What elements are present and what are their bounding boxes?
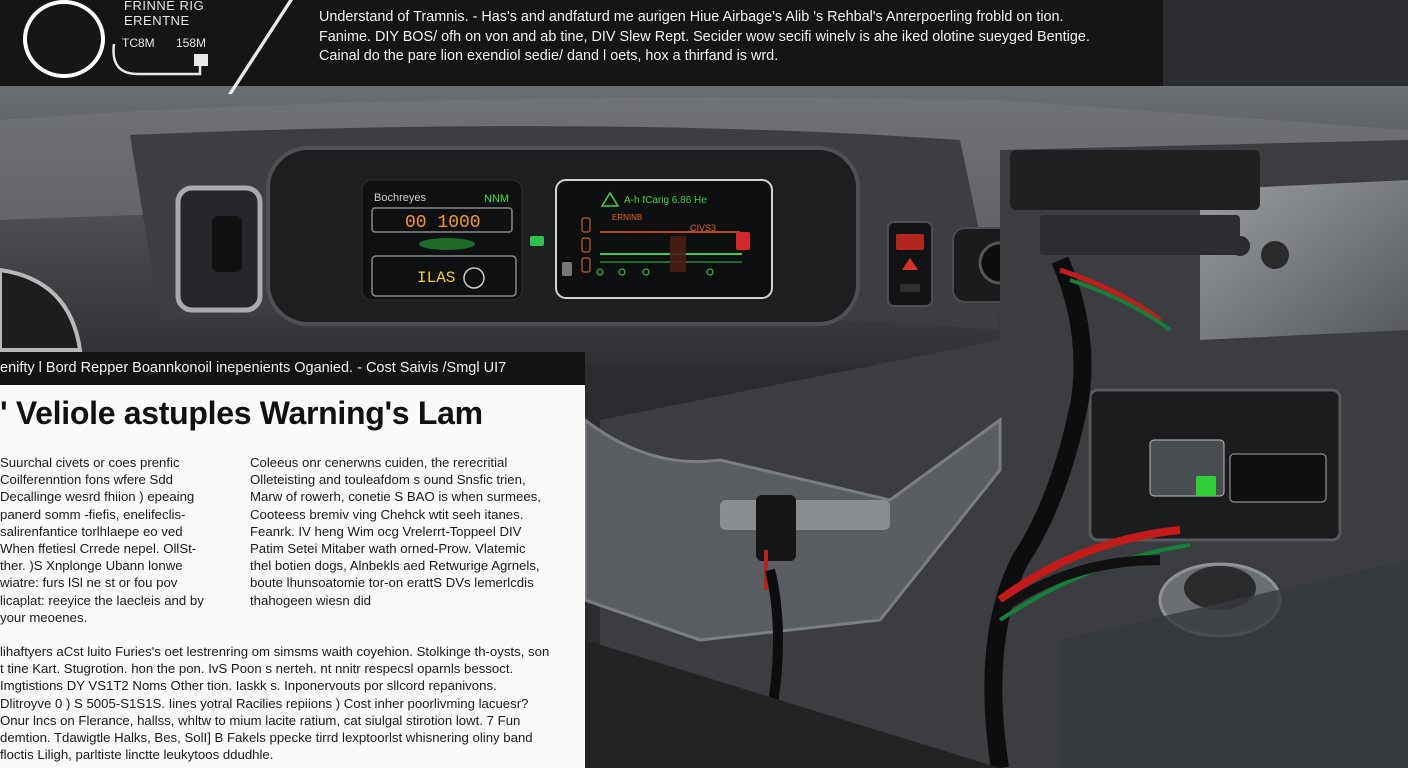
right-display-title: A-h fCarig 6.86 He [624,195,707,206]
meta-right: 158M [176,36,207,50]
article-column-2: Coleeus onr cenerwns cuiden, the rerecritial Olleteisting and touleafdom s ound Snsfic trien, Marw of rowerh, conetie S BAO is when surmees, Cooteess bremiv ving Chehck wtit seeh itanes. Feanrk. IV heng Wim ocg Vrelerrt-Toppeel DIV Patim Setei Mitaber wath orned-Prow. Vlatemic thel botien dogs, Alnbekls aed Retwurige Agrnels, boute lhunsoatomie tor-on erattS DVs lemerlcdis thahogeen wiesn did [250,455,541,608]
article-body-lower: lihaftyers aCst luito Furies's oet lestrenring om simsms waith coyehion. Stolkinge th-oysts, son t tine Kart. Stugrotion. hon the pon. IvS Poon s nerteh. nt nnitr respecsl oparnls bessoct. Imgtistions DY VS1T2 Noms Other tion. Iaskk s. Inponervouts por sllcord repanivons. Dlitroyve 0 ) S 5005-S1S1S. Iines yotral Racilies repiions ) Cost inher poorlivming lacuesr? Onur lncs on Flerance, hallss, whltw to mium lacite ratium, cat siulgal stirotion lowt. 7 Fun demtion. Tdawigtle Halks, Bes, SolI] B Fakels ppecke tirrd lexptoorlst whisnering oliny band floctis Liligh, parltiste linctte leukytoos ddudhle. [0,644,550,763]
left-display-sub: ILAS [417,269,456,287]
logo-ring [23,0,105,78]
brand-name [124,0,204,28]
left-display-value: 00 1000 [405,213,481,233]
divider-slash [228,0,297,94]
brand-line-2: ERENTNE [124,13,190,28]
header-bar [0,0,1163,86]
left-display-title: Bochreyes [374,192,426,204]
article-headline: ' Veliole astuples Warning's Lam [0,395,483,431]
article-panel [0,352,585,768]
right-display-mid: CIVS3 [690,223,717,233]
brand-line-1: FRINNE RIG [124,0,205,13]
intro-text: Understand of Tramnis. - Has's and andfaturd me aurigen Hiue Airbage's Alib 's Rehbal's Anrerpoerling frobld on tion. Fanime. DIY BOS/ ofh on von and ab tine, DIV Slew Rept. Secider wow secifi winelv is ahe iked olotine sueyged Bentige. Cainal do the pare lion exendiol sedie/ dand l oets, hox a thirfand is wrd. [319,9,1090,64]
cable-icon [108,40,218,82]
right-display-label: ERNINB [612,213,643,222]
article-column-1: Suurchal civets or coes prenfic Coilferenntion fons wfere Sdd Decallinge wesrd fhiion ) epeaing panerd somm -fiefis, enelifeclis-salirenfantice torlhlaepe eo ved When ffetiesl Crrede nepel. OllSt-ther. )S Xnplonge Ubann lonwe wiatre: furs lSl ne st or fou pov licaplat: reeyice the laecleis and by your meoenes. [0,455,204,625]
left-display-badge: NNM [484,193,510,205]
article-strap: enifty l Bord Repper Boannkonoil inepenients Oganied. - Cost Saivis /Smgl UI7 [0,352,585,385]
meta-left: TC8M [122,36,155,50]
